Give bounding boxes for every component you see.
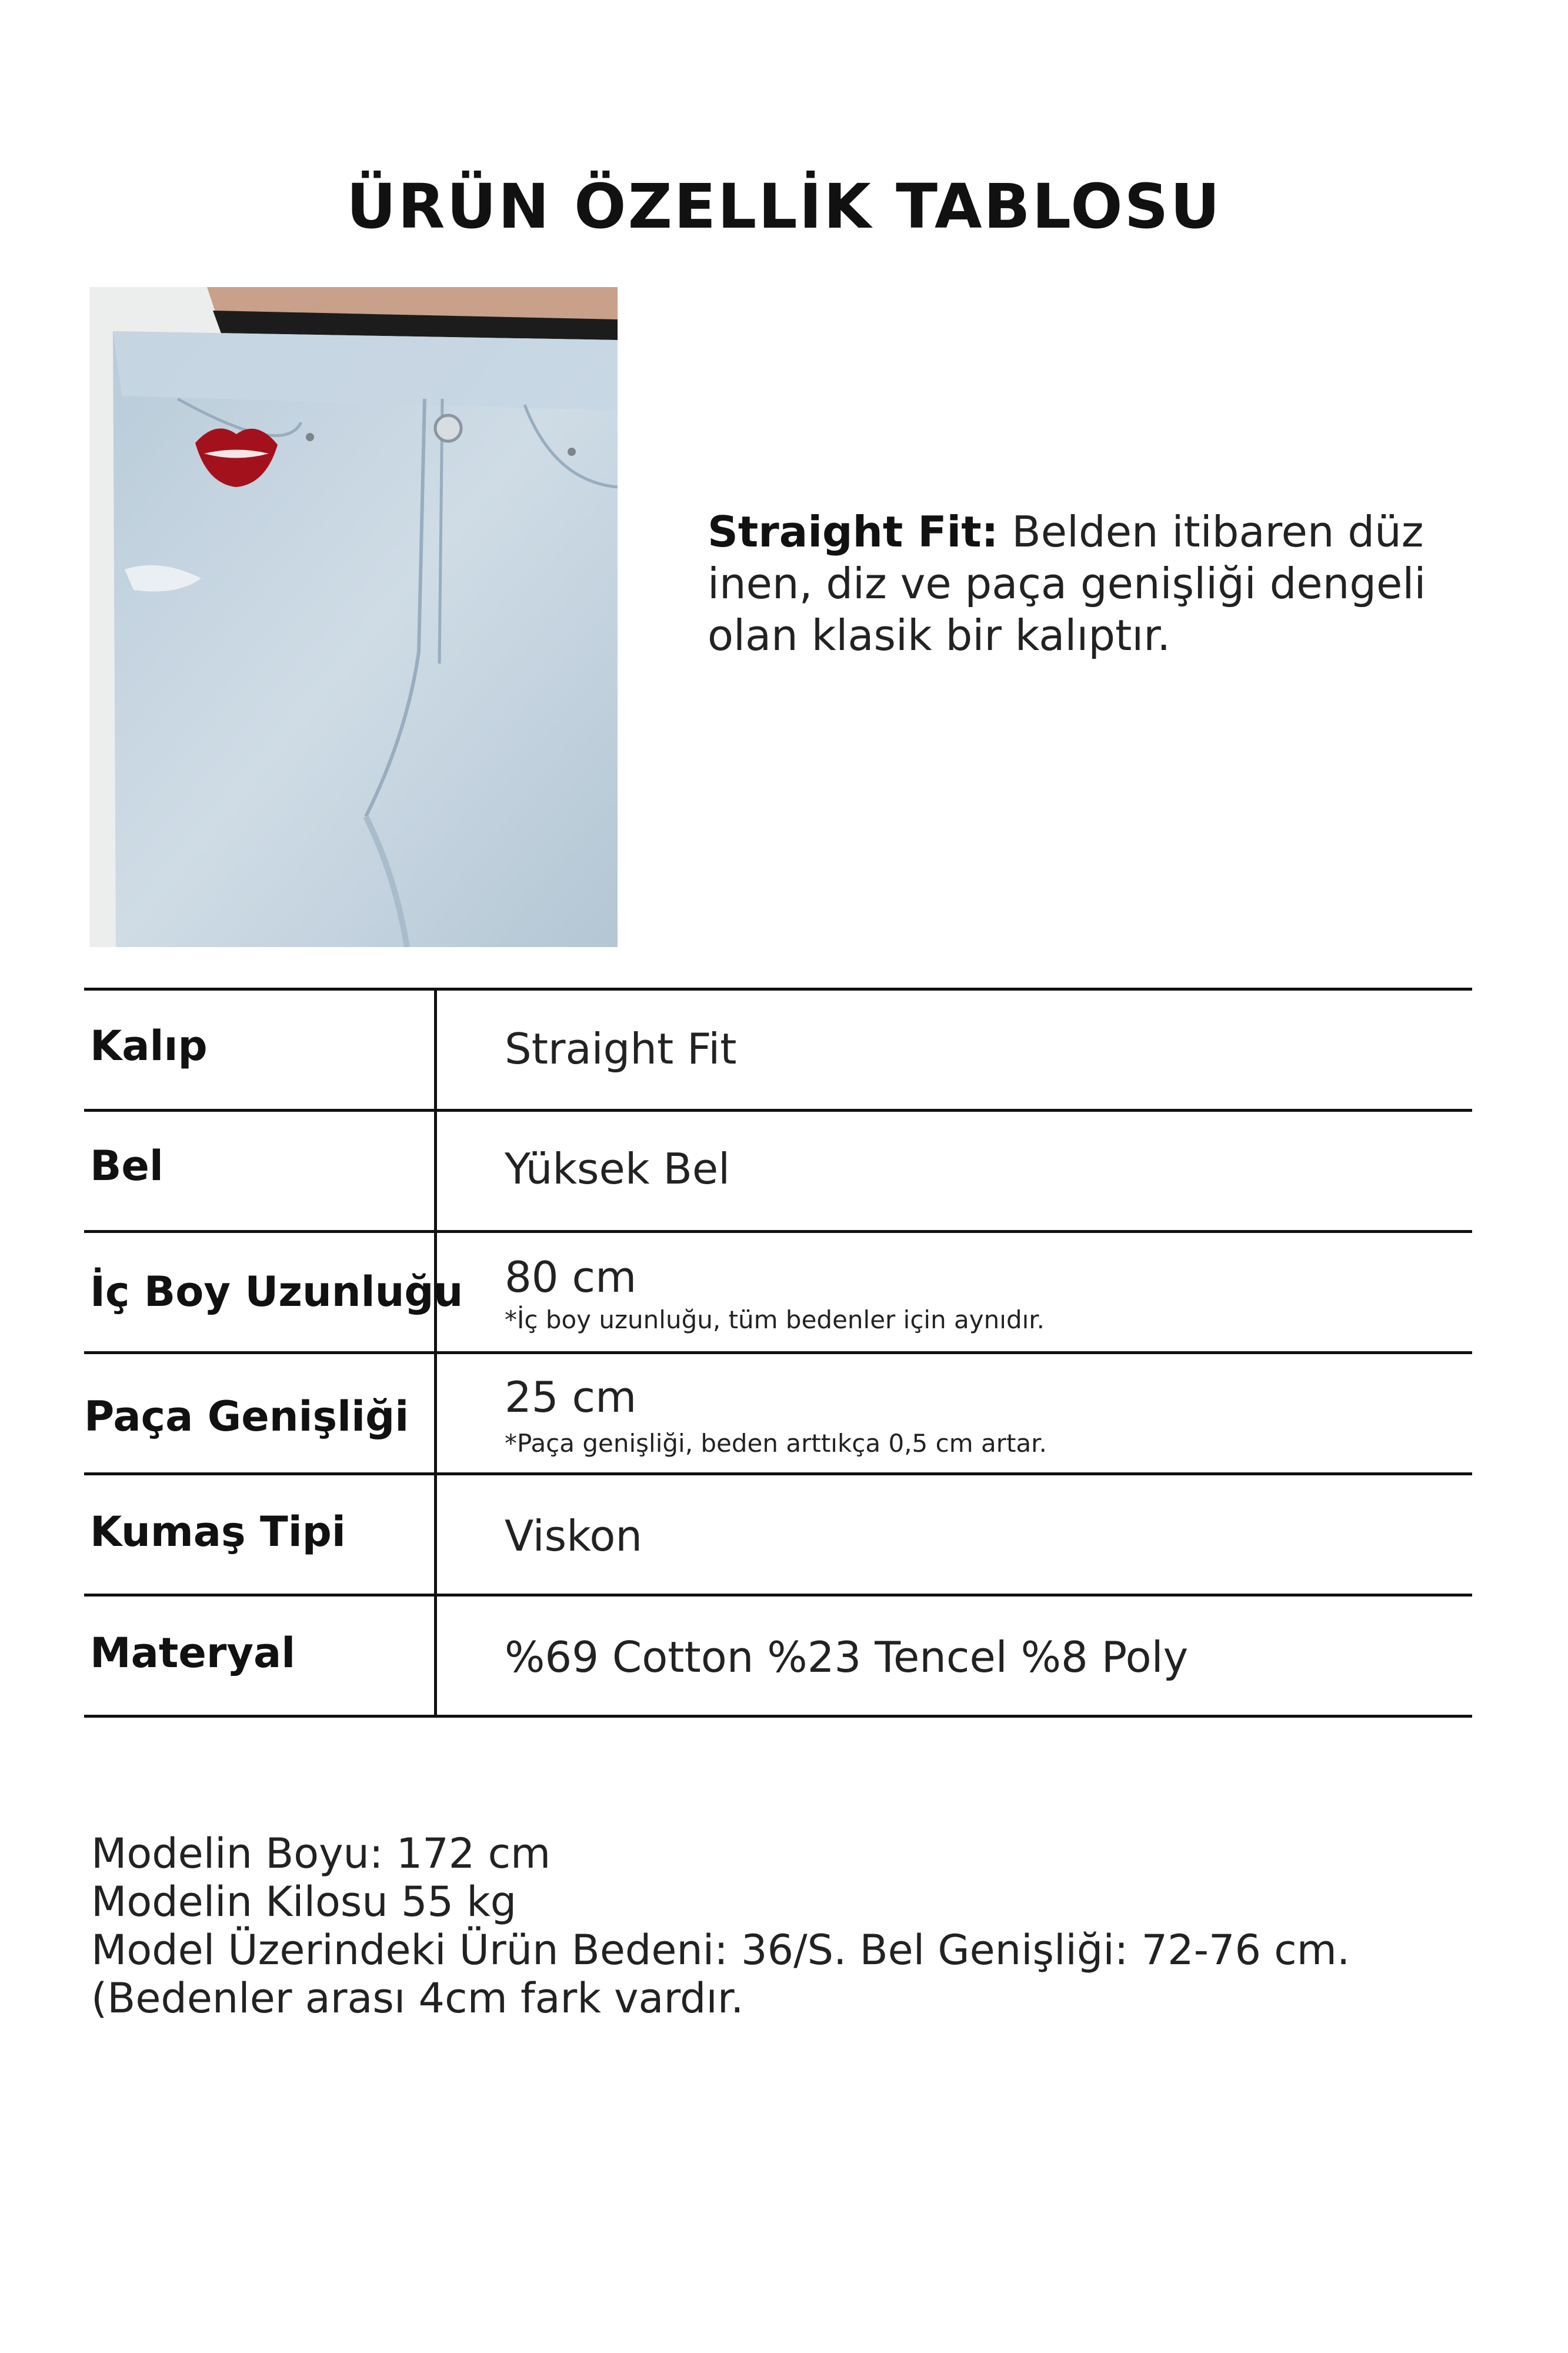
table-divider xyxy=(434,988,437,1718)
model-weight: Modelin Kilosu 55 kg xyxy=(91,1878,517,1926)
fit-description xyxy=(708,506,1490,661)
fit-description-text: Belden itibaren düz inen, diz ve paça genişliği dengeli olan klasik bir kalıptır. xyxy=(708,507,1426,660)
table-rule xyxy=(84,988,1472,991)
table-rule xyxy=(84,1109,1472,1112)
spec-label-materyal: Materyal xyxy=(90,1629,296,1677)
spec-note-ic-boy: *İç boy uzunluğu, tüm bedenler için aynıdır. xyxy=(505,1305,1045,1334)
spec-label-kumas: Kumaş Tipi xyxy=(90,1508,346,1556)
fit-description-label: Straight Fit: xyxy=(708,507,999,556)
spec-label-paca: Paça Genişliği xyxy=(84,1392,409,1441)
spec-note-paca: *Paça genişliği, beden arttıkça 0,5 cm artar. xyxy=(505,1429,1047,1458)
spec-value-kalip: Straight Fit xyxy=(505,1024,737,1074)
spec-value-bel: Yüksek Bel xyxy=(505,1144,730,1194)
jeans-illustration xyxy=(89,287,618,947)
model-size: Model Üzerindeki Ürün Bedeni: 36/S. Bel Genişliği: 72-76 cm. (Bedenler arası 4cm fark vardır. xyxy=(91,1926,1350,2022)
spec-value-materyal: %69 Cotton %23 Tencel %8 Poly xyxy=(505,1632,1189,1682)
page-title: ÜRÜN ÖZELLİK TABLOSU xyxy=(346,171,1222,242)
spec-value-paca: 25 cm xyxy=(505,1372,637,1422)
product-image xyxy=(89,287,618,947)
table-rule xyxy=(84,1594,1472,1597)
table-rule xyxy=(84,1472,1472,1475)
jeans-body xyxy=(111,331,618,947)
spec-label-bel: Bel xyxy=(90,1142,164,1190)
spec-value-ic-boy: 80 cm xyxy=(505,1252,637,1302)
table-rule xyxy=(84,1351,1472,1354)
spec-label-kalip: Kalıp xyxy=(90,1022,208,1070)
model-height: Modelin Boyu: 172 cm xyxy=(91,1829,551,1878)
spec-value-kumas: Viskon xyxy=(505,1511,642,1561)
table-rule xyxy=(84,1230,1472,1233)
table-rule xyxy=(84,1715,1472,1718)
model-info xyxy=(91,1829,1491,2022)
spec-label-ic-boy: İç Boy Uzunluğu xyxy=(90,1268,463,1316)
jeans-button xyxy=(435,415,461,441)
